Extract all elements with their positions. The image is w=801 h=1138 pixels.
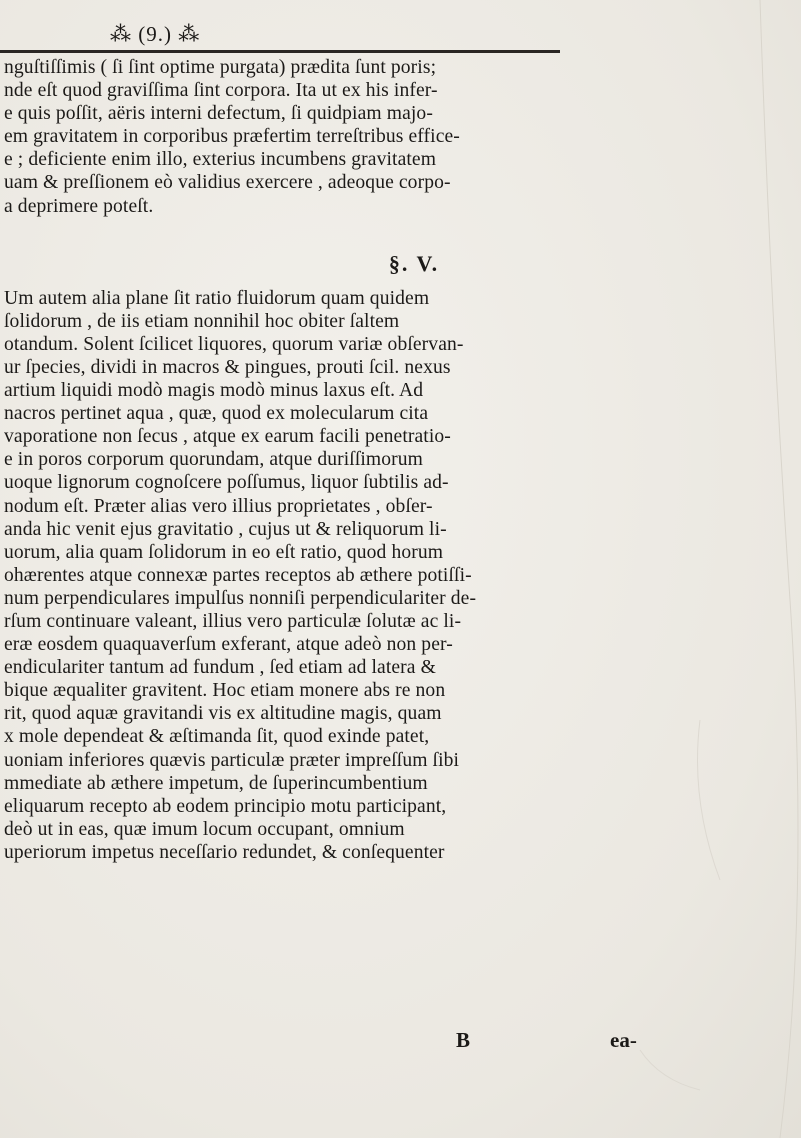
text-line: e ; deficiente enim illo, exterius incumbens gravitatem (4, 149, 437, 171)
text-line: a deprimere poteſt. (4, 195, 154, 217)
text-line: ohærentes atque connexæ partes receptos ab æthere potiſſi- (4, 564, 472, 586)
text-line: uam & preſſionem eò validius exercere , adeoque corpo- (4, 172, 451, 194)
text-line: endiculariter tantum ad fundum , ſed etiam ad latera & (4, 657, 436, 679)
page-header (0, 14, 560, 54)
main-text (4, 56, 784, 864)
text-line: Um autem alia plane ſit ratio fluidorum quam quidem (4, 287, 430, 309)
header-rule (0, 50, 560, 53)
text-line: ur ſpecies, dividi in macros & pingues, prouti ſcil. nexus (4, 356, 451, 378)
text-line: nodum eſt. Præter alias vero illius proprietates , obſer- (4, 495, 433, 517)
text-line: mmediate ab æthere impetum, de ſuperincumbentium (4, 772, 428, 794)
text-line: num perpendiculares impulſus nonniſi perpendiculariter de- (4, 587, 477, 609)
text-line: uoque lignorum cognoſcere poſſumus, liquor ſubtilis ad- (4, 472, 449, 494)
text-line: em gravitatem in corporibus præfertim terreſtribus effice- (4, 126, 460, 148)
page-footer (0, 1028, 780, 1052)
text-line: ſolidorum , de iis etiam nonnihil hoc obiter ſaltem (4, 310, 400, 332)
section-heading: §. V. (388, 250, 440, 276)
text-line: x mole dependeat & æſtimanda ſit, quod exinde patet, (4, 726, 430, 748)
text-line: e in poros corporum quorundam, atque duriſſimorum (4, 449, 424, 471)
text-line: anda hic venit ejus gravitatio , cujus ut & reliquorum li- (4, 518, 447, 540)
paragraph-1 (4, 56, 784, 218)
catchword: ea- (610, 1028, 637, 1052)
text-line: rſum continuare valeant, illius vero particulæ ſolutæ ac li- (4, 610, 462, 632)
text-line: nguſtiſſimis ( ſi ſint optime purgata) prædita ſunt poris; (4, 57, 437, 78)
text-line: uperiorum impetus neceſſario redundet, & conſequenter (4, 841, 445, 863)
text-line: bique æqualiter gravitent. Hoc etiam monere abs re non (4, 680, 446, 702)
text-line: uoniam inferiores quævis particulæ præter impreſſum ſibi (4, 749, 460, 771)
spacer (4, 218, 784, 241)
text-line: uorum, alia quam ſolidorum in eo eſt ratio, quod horum (4, 541, 444, 563)
paragraph-2 (4, 287, 784, 864)
text-line: e quis poſſit, aëris interni defectum, ſi quidpiam majo- (4, 103, 433, 125)
text-line: eræ eosdem quaquaverſum exferant, atque adeò non per- (4, 634, 453, 656)
text-line: nde eſt quod graviſſima ſint corpora. Ita ut ex his infer- (4, 80, 438, 102)
signature-mark: B (456, 1028, 471, 1052)
text-line: vaporatione non ſecus , atque ex earum facili penetratio- (4, 426, 451, 448)
page-number: ⁂ (9.) ⁂ (110, 22, 201, 46)
text-line: nacros pertinet aqua , quæ, quod ex molecularum cita (4, 403, 429, 425)
text-line: deò ut in eas, quæ imum locum occupant, omnium (4, 818, 405, 840)
text-line: otandum. Solent ſcilicet liquores, quorum variæ obſervan- (4, 333, 464, 355)
text-line: rit, quod aquæ gravitandi vis ex altitudine magis, quam (4, 703, 442, 725)
text-line: artium liquidi modò magis modò minus laxus eſt. Ad (4, 380, 424, 402)
text-line: eliquarum recepto ab eodem principio motu participant, (4, 795, 447, 817)
